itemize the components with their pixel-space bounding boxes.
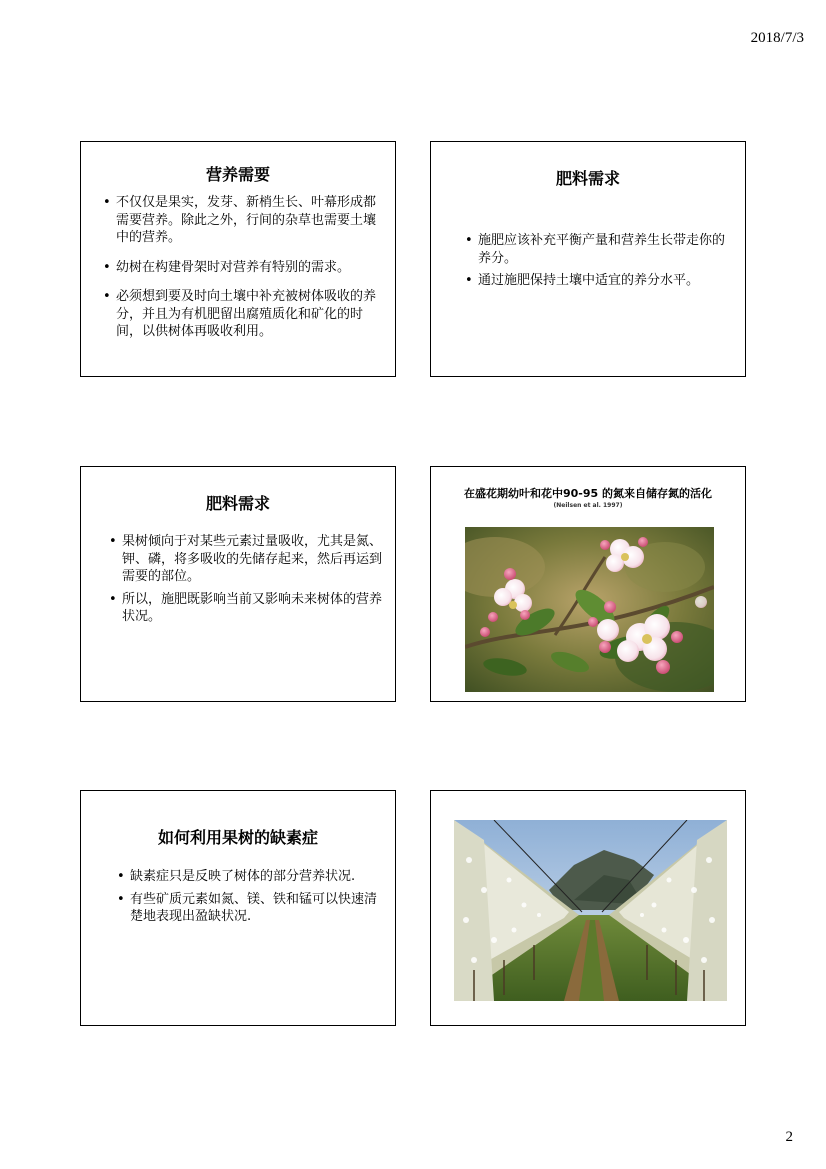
bullet-item: • 施肥应该补充平衡产量和营养生长带走你的养分。 bbox=[465, 232, 733, 267]
slide-3 bbox=[80, 466, 396, 702]
bullet-item: • 幼树在构建骨架时对营养有特别的需求。 bbox=[103, 259, 385, 277]
slide-title: 肥料需求 bbox=[555, 169, 620, 188]
orchard-rows-photo bbox=[454, 820, 727, 1001]
bullet-list bbox=[103, 194, 385, 353]
bullet-item: • 果树倾向于对某些元素过量吸收，尤其是氮、钾、磷，将多吸收的先储存起来，然后再运到需要的部位。 bbox=[109, 533, 387, 586]
bullet-item: • 缺素症只是反映了树体的部分营养状况. bbox=[117, 868, 387, 886]
slide-title: 如何利用果树的缺素症 bbox=[157, 828, 318, 847]
apple-blossom-photo bbox=[465, 527, 714, 692]
apple-blossom-image bbox=[465, 527, 714, 692]
slide-title: 肥料需求 bbox=[205, 494, 270, 513]
bullet-item: • 不仅仅是果实，发芽、新梢生长、叶幕形成都需要营养。除此之外，行间的杂草也需要土壤中的营养。 bbox=[103, 194, 385, 247]
bullet-list bbox=[117, 868, 387, 931]
bullet-item: • 所以，施肥既影响当前又影响未来树体的营养状况。 bbox=[109, 591, 387, 626]
bullet-list bbox=[109, 533, 387, 631]
bullet-item: • 通过施肥保持土壤中适宜的养分水平。 bbox=[465, 272, 733, 290]
orchard-image bbox=[454, 820, 727, 1001]
slide-1 bbox=[80, 141, 396, 377]
slide-6 bbox=[430, 790, 746, 1026]
bullet-list bbox=[465, 232, 733, 295]
slide-2 bbox=[430, 141, 746, 377]
bullet-item: • 有些矿质元素如氮、镁、铁和锰可以快速清楚地表现出盈缺状况. bbox=[117, 891, 387, 926]
slide-title: 在盛花期幼叶和花中90-95 的氮来自储存氮的活化 bbox=[463, 487, 712, 500]
citation: (Neilsen et al. 1997) bbox=[553, 502, 623, 509]
bullet-item: • 必须想到要及时向土壤中补充被树体吸收的养分，并且为有机肥留出腐殖质化和矿化的时间，以供树体再吸收利用。 bbox=[103, 288, 385, 341]
slide-4 bbox=[430, 466, 746, 702]
print-date: 2018/7/3 bbox=[750, 30, 804, 46]
slide-title: 营养需要 bbox=[205, 165, 270, 184]
slide-5 bbox=[80, 790, 396, 1026]
page-number: 2 bbox=[785, 1129, 793, 1145]
